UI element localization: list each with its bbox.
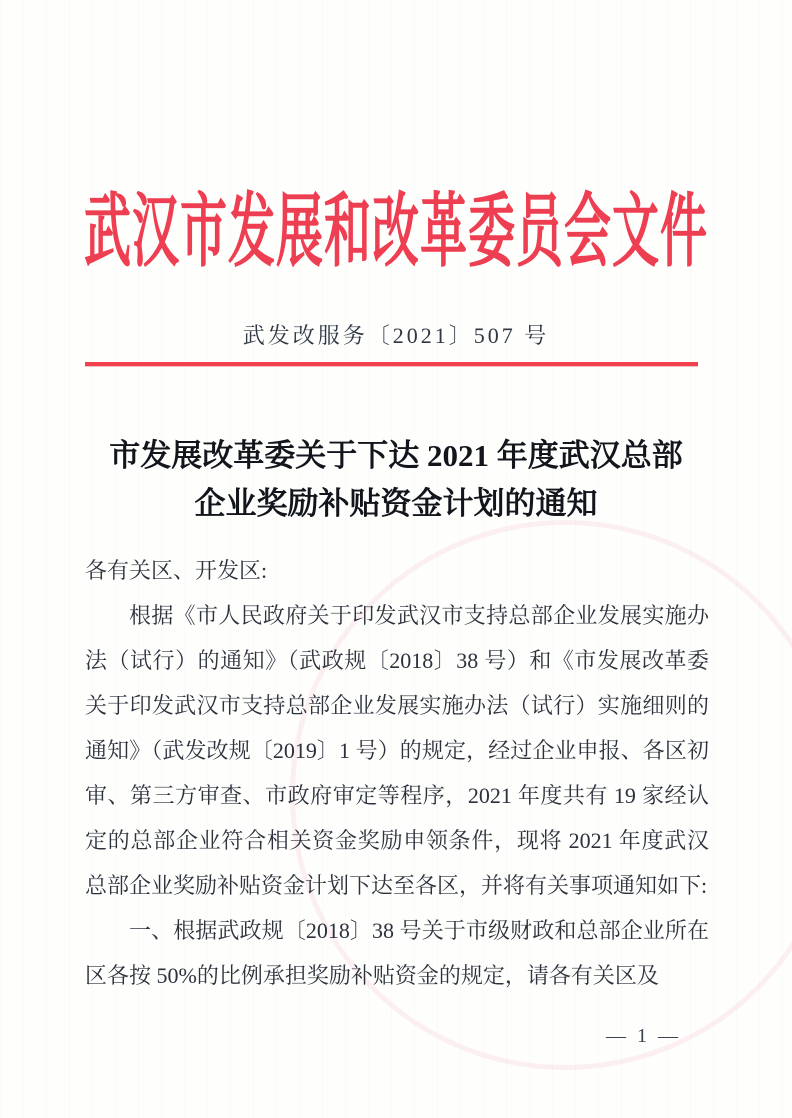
- letterhead-title: 武汉市发展和改革委员会文件: [84, 188, 708, 279]
- red-separator-line: [85, 362, 698, 366]
- document-body: [85, 548, 709, 998]
- document-title-line-2: 企业奖励补贴资金计划的通知: [194, 486, 598, 521]
- page-number: — 1 —: [606, 1025, 681, 1047]
- document-number: 武发改服务〔2021〕507 号: [242, 323, 550, 348]
- document-title-line-1: 市发展改革委关于下达 2021 年度武汉总部: [109, 438, 683, 473]
- salutation: 各有关区、开发区:: [85, 558, 268, 583]
- body-paragraph: 根据《市人民政府关于印发武汉市支持总部企业发展实施办法（试行）的通知》（武政规〔2018〕38 号）和《市发展改革委关于印发武汉市支持总部企业发展实施办法（试行）实施细则的通知》（武发改规〔2019〕1 号）的规定，经过企业申报、各区初审、第三方审查、市政府审定等程序，2021 年度共有 19 家经认定的总部企业符合相关资金奖励申领条件，现将 2021 年度武汉总部企业奖励补贴资金计划下达至各区，并将有关事项通知如下:: [85, 603, 709, 898]
- document-title: [0, 432, 792, 528]
- body-paragraph: 一、根据武政规〔2018〕38 号关于市级财政和总部企业所在区各按 50%的比例承担奖励补贴资金的规定，请各有关区及: [85, 918, 709, 988]
